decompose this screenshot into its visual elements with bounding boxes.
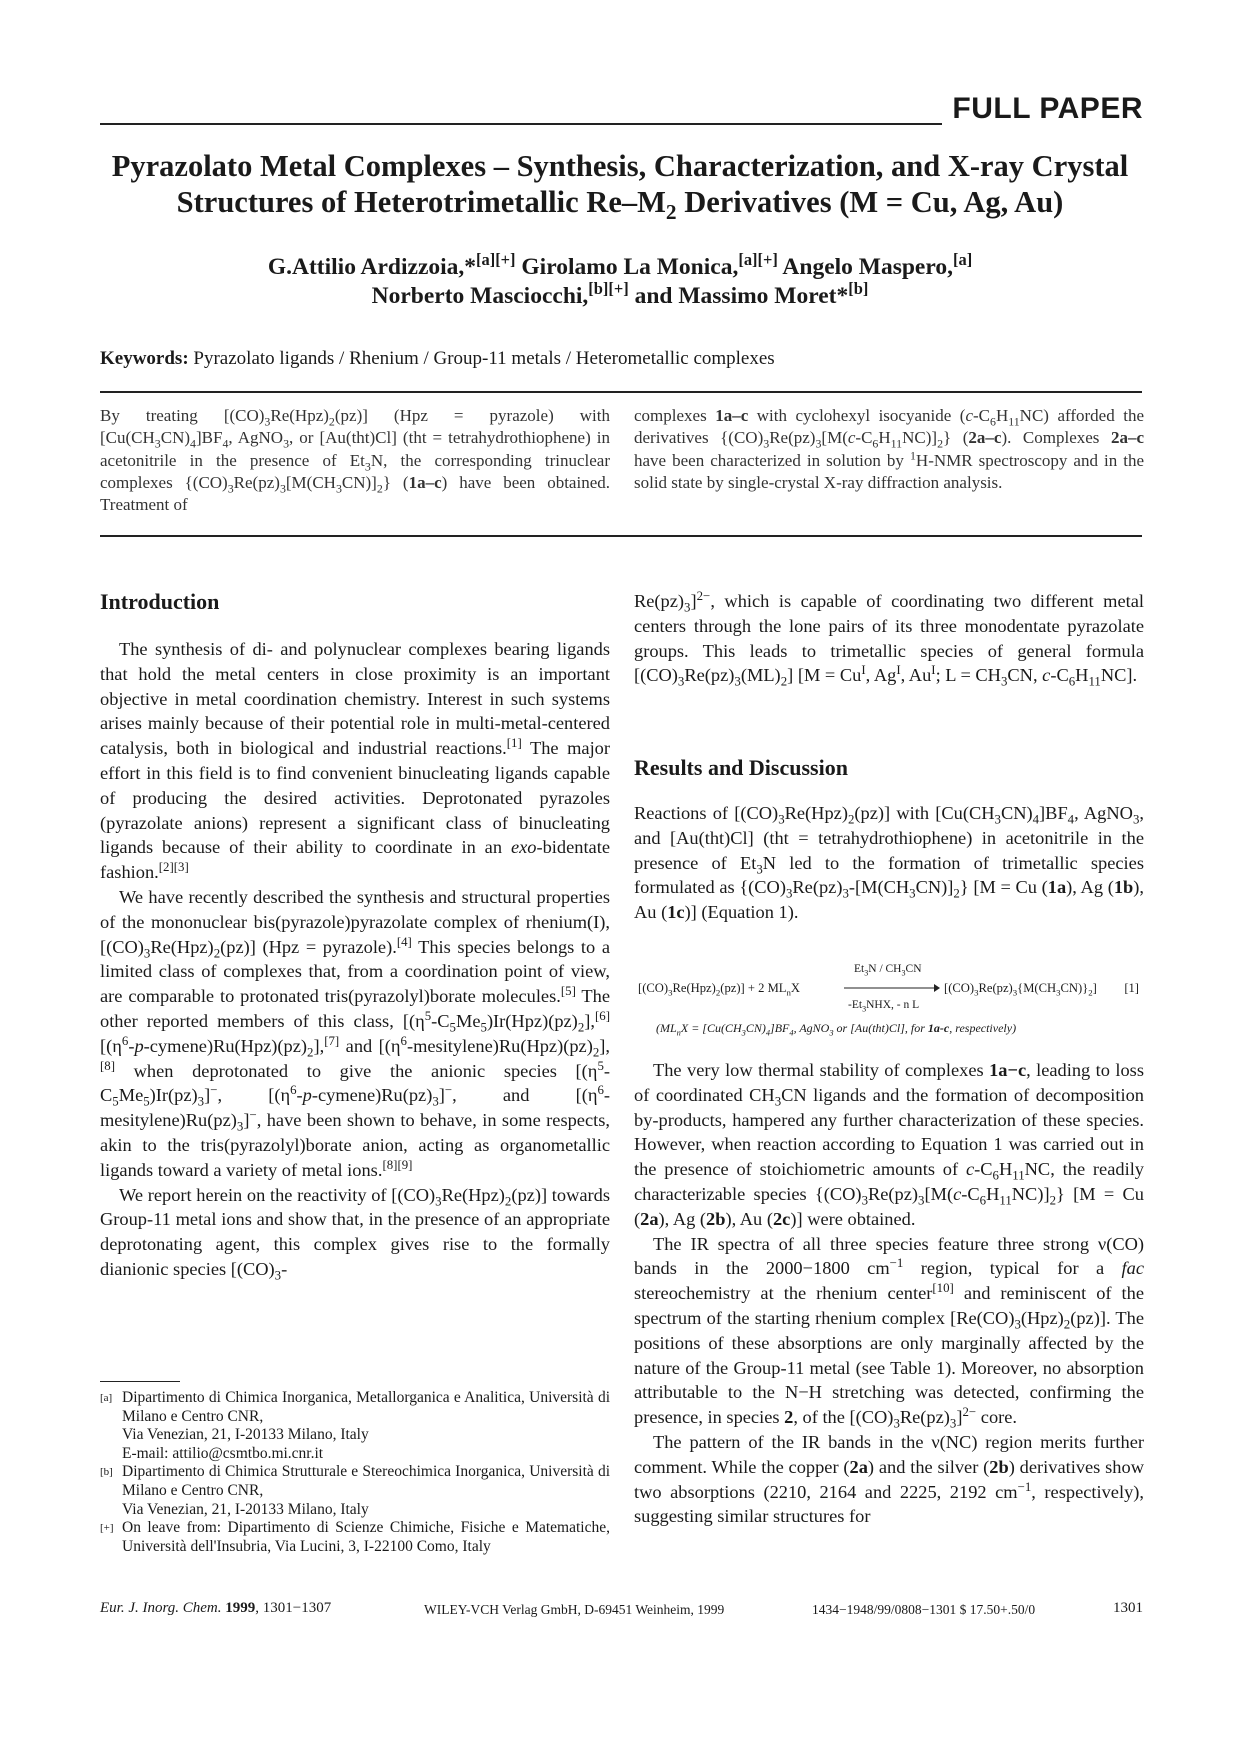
equation-product: $[(CO)_3Re(pz)_3\{M(CH_3CN)\}_2]$: [944, 981, 1097, 998]
intro-heading: Introduction: [100, 589, 220, 614]
keywords-rule: [100, 391, 1142, 393]
col2-top-text: [634, 589, 1144, 688]
intro-text: [100, 637, 610, 1282]
equation-reactants: $[(CO)_3Re(Hpz)_2(pz)] + 2$ $ML_nX$: [638, 981, 800, 998]
results-paragraph-2: The very low thermal stability of complexes 1a−c, leading to loss of coordinated $CH_3CN$ ligands and the formation of decomposition by-products, hampered any further characterization of these species. However, when reaction according to Equation 1 was carried out in the presence of stoichiometric amounts of $c-C_6H_{11}NC$, the readily characterizable species $\{(CO)_3Re(pz)_3[M(c-C_6H_{11}NC)]_2\} [M = Cu$ (2a), Ag (2b), Au (2c)] were obtained.: [634, 1060, 1144, 1229]
footnote-text: Dipartimento di Chimica Inorganica, Metallorganica e Analitica, Università di Milano e Centro CNR, Via Venezian, 21, I-20133 Milano, Italy E-mail: attilio@csmtbo.mi.cnr.it: [122, 1389, 610, 1462]
footnote-text: On leave from: Dipartimento di Scienze Chimiche, Fisiche e Matematiche, Università dell'Insubria, Via Lucini, 3, I-22100 Como, Italy: [122, 1519, 610, 1555]
equation-byproducts: $-Et_3NHX$, - n L: [848, 999, 920, 1014]
results-paragraph-3: The IR spectra of all three species feature three strong ν(CO) bands in the 2000−1800 $cm^{-1}$ region, typical for a fac stereochemistry at the rhenium center[10] and reminiscent of the spectrum of the starting rhenium complex $[Re(CO)_3(Hpz)_2(pz)]$. The positions of these absorptions are only marginally affected by the nature of the Group-11 metal (see Table 1). Moreover, no absorption attributable to the N−H stretching was detected, confirming the presence, in species 2, of the $[(CO)_3Re(pz)_3]^{2-}$ core.: [634, 1233, 1144, 1431]
footnote-mark: [a]: [100, 1392, 113, 1404]
reaction-arrow-icon: [844, 983, 940, 993]
intro-paragraph-1: The synthesis of di- and polynuclear complexes bearing ligands that hold the metal centers in close proximity is an important objective in metal coordination chemistry. Interest in such systems arises mainly because of their potential role in multi-metal-centered catalysis, both in biological and industrial reactions.[1] The major effort in this field is to find convenient binucleating ligands capable of producing the desired activities. Deprotonated pyrazoles (pyrazolate anions) represent a significant class of binucleating ligands because of their ability to coordinate in an exo-bidentate fashion.[2][3]: [100, 639, 610, 883]
results-paragraph-4: The pattern of the IR bands in the ν(NC) region merits further comment. While the copper (2a) and the silver (2b) derivatives show two absorptions (2210, 2164 and 2225, 2192 $cm^{-1}$, respectively), suggesting similar structures for: [634, 1431, 1144, 1527]
abstract-col2: complexes 1a–c with cyclohexyl isocyanide $(c-C_6H_{11}NC)$ afforded the derivatives $\{(CO)_3Re(pz)_3[M(c-C_6H_{11}NC)]_2\}$ (2a–c). Complexes 2a–c have been characterized in solution by $^1$H-NMR spectroscopy and in the solid state by single-crystal X-ray diffraction analysis.: [634, 406, 1145, 492]
footer-journal: Eur. J. Inorg. Chem.: [100, 1600, 222, 1616]
results-text-2: [634, 1058, 1144, 1529]
footnote-mark: [+]: [100, 1522, 114, 1535]
paper-title: Pyrazolato Metal Complexes – Synthesis, Characterization, and X-ray Crystal Structures of Heterotrimetallic $Re-M_2$ Derivatives (M = Cu, Ag, Au): [111, 149, 1129, 225]
equation-number: [1]: [1124, 981, 1139, 995]
results-heading: Results and Discussion: [634, 755, 848, 780]
footnote-text: Dipartimento di Chimica Strutturale e Stereochimica Inorganica, Università di Milano e Centro CNR, Via Venezian, 21, I-20133 Milano, Italy: [122, 1463, 610, 1518]
footer-citation: [100, 1600, 331, 1617]
abstract-rule: [100, 535, 1142, 537]
col2-paragraph-1: $Re(pz)_3]^{2-}$, which is capable of coordinating two different metal centers through the lone pairs of its three monodentate pyrazolate groups. This leads to trimetallic species of general formula $[(CO)_3Re(pz)_3(ML)_2] [M = Cu^I$, $Ag^I$, $Au^I$; $L = CH_3CN$, $c-C_6H_{11}NC$].: [634, 588, 1144, 690]
footnote-b: [100, 1463, 610, 1519]
section-label: FULL PAPER: [952, 92, 1143, 125]
keywords-text: Pyrazolato ligands / Rhenium / Group-11 metals / Heterometallic complexes: [193, 348, 775, 369]
abstract-col1: By treating $[(CO)_3Re(Hpz)_2(pz)] (Hpz$ = pyrazole) with $[Cu(CH_3CN)_4]BF_4$, AgNO$_3$, or [Au(tht)Cl] (tht = tetrahydrothiophene) in acetonitrile in the presence of $Et_3N$, the corresponding trinuclear complexes $\{(CO)_3Re(pz)_3[M(CH_3CN)]_2\}$ (1a–c) have been obtained. Treatment of: [100, 406, 610, 515]
footnote-plus: [100, 1519, 610, 1556]
footer-year: 1999: [225, 1600, 256, 1616]
footnote-mark: [b]: [100, 1466, 113, 1479]
keywords: [100, 348, 775, 370]
results-text-1: [634, 801, 1144, 925]
footer-pages: , 1301−1307: [255, 1600, 332, 1616]
footer-publisher: WILEY-VCH Verlag GmbH, D-69451 Weinheim, 1999: [424, 1602, 725, 1617]
equation-1: [636, 963, 1141, 1041]
footer-page-number: 1301: [1113, 1600, 1143, 1616]
keywords-label: Keywords:: [100, 348, 189, 369]
results-paragraph-1: Reactions of $[(CO)_3Re(Hpz)_2(pz)]$ with $[Cu(CH_3CN)_4]BF_4$, AgNO$_3$, and [Au(tht)Cl] (tht = tetrahydrothiophene) in acetonitrile in the presence of $Et_3N$ led to the formation of trimetallic species formulated as $\{(CO)_3Re(pz)_3-[M(CH_3CN)]_2\} [M = Cu$ (1a), Ag (1b), Au (1c)] (Equation 1).: [634, 803, 1144, 923]
intro-paragraph-2: We have recently described the synthesis and structural properties of the mononuclear bis(pyrazole)pyrazolate complex of rhenium(I), $[(CO)_3Re(Hpz)_2(pz)] (Hpz$ = pyrazole).[4] This species belongs to a limited class of complexes that, from a coordination point of view, are comparable to protonated tris(pyrazolyl)borate molecules.[5] The other reported members of this class, $[(\eta^5-C_5Me_5)Ir(Hpz)(pz)_2],[6]$ $[(\eta^6-p-cymene)Ru(Hpz)(pz)_2],[7]$ and $[(\eta^6-mesitylene)Ru(Hpz)(pz)_2],[8]$ when deprotonated to give the anionic species $[(\eta^5-C_5Me_5)Ir(pz)_3]^-$, $[(\eta^6-p-cymene)Ru(pz)_3]^-$, and $[(\eta^6-mesitylene)Ru(pz)_3]^-$, have been shown to behave, in some respects, akin to the tris(pyrazolyl)borate anion, acting as organometallic ligands toward a variety of metal ions.[8][9]: [100, 886, 611, 1180]
author-list: G.Attilio Ardizzoia,*[a][+] Girolamo La Monica,[a][+] Angelo Maspero,[a] Norberto Masciocchi,[b][+] and Massimo Moret*[b]: [267, 250, 973, 309]
footnote-rule: [100, 1381, 180, 1382]
header-rule: [100, 123, 942, 125]
intro-paragraph-3: We report herein on the reactivity of $[(CO)_3Re(Hpz)_2(pz)]$ towards Group-11 metal ions and show that, in the presence of an appropriate deprotonating agent, this complex gives rise to the formally dianionic species [$(CO)_3-$: [100, 1184, 610, 1283]
footnotes: [100, 1389, 610, 1556]
equation-note: ($ML_nX = [Cu(CH_3CN)_4]BF_4$, AgNO$_3$ or [Au(tht)Cl], for 1a-c, respectively): [656, 1021, 1017, 1038]
equation-conditions: $Et_3N / CH_3CN$: [854, 963, 922, 978]
footnote-a: [100, 1389, 610, 1463]
footer-issn: 1434−1948/99/0808−1301 $ 17.50+.50/0: [812, 1602, 1036, 1617]
